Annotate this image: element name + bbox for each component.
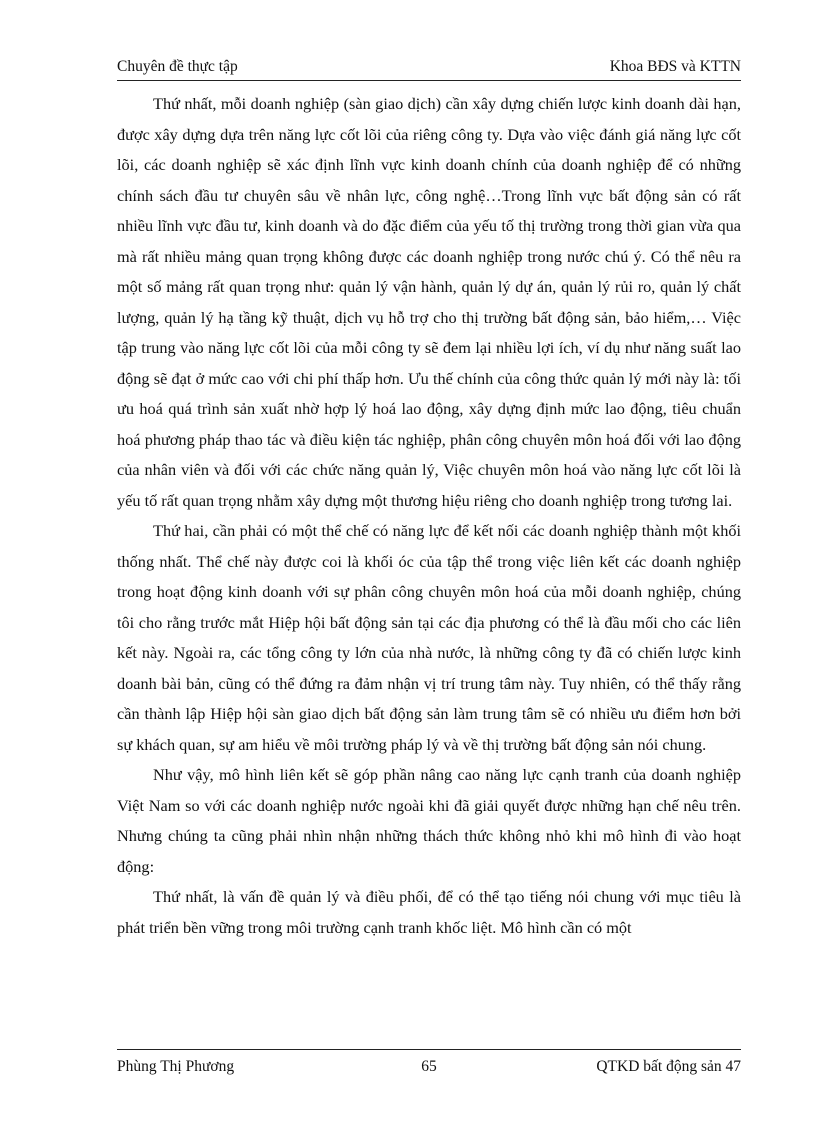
footer-class: QTKD bất động sản 47 — [596, 1058, 741, 1075]
paragraph-1: Thứ nhất, mỗi doanh nghiệp (sàn giao dịch) cần xây dựng chiến lược kinh doanh dài hạn, được xây dựng dựa trên năng lực cốt lõi của riêng công ty. Dựa vào việc đánh giá năng lực cốt lõi, các doanh nghiệp sẽ xác định lĩnh vực kinh doanh chính của doanh nghiệp để có những chính sách đầu tư chuyên sâu về nhân lực, công nghệ…Trong lĩnh vực bất động sản có rất nhiều lĩnh vực đầu tư, kinh doanh và do đặc điểm của yếu tố thị trường trong thời gian vừa qua mà rất nhiều mảng quan trọng không được các doanh nghiệp trong nước chú ý. Có thể nêu ra một số mảng rất quan trọng như: quản lý vận hành, quản lý dự án, quản lý rủi ro, quản lý chất lượng, quản lý hạ tầng kỹ thuật, dịch vụ hỗ trợ cho thị trường bất động sản, bảo hiểm,… Việc tập trung vào năng lực cốt lõi của mỗi công ty sẽ đem lại nhiều lợi ích, ví dụ như năng suất lao động sẽ đạt ở mức cao với chi phí thấp hơn. Ưu thế chính của công thức quản lý mới này là: tối ưu hoá quá trình sản xuất nhờ hợp lý hoá lao động, xây dựng định mức lao động, tiêu chuẩn hoá phương pháp thao tác và điều kiện tác nghiệp, phân công chuyên môn hoá đối với lao động của nhân viên và đối với các chức năng quản lý, Việc chuyên môn hoá vào năng lực cốt lõi là yếu tố rất quan trọng nhằm xây dựng một thương hiệu riêng cho doanh nghiệp trong tương lai. — [117, 94, 741, 510]
body-text — [117, 89, 741, 943]
page-footer — [117, 1056, 741, 1078]
footer-divider — [117, 1049, 741, 1050]
header-report-type: Chuyên đề thực tập — [117, 58, 238, 75]
header-department: Khoa BĐS và KTTN — [609, 58, 741, 75]
header-divider — [117, 80, 741, 81]
page-header — [117, 56, 741, 78]
paragraph-4: Thứ nhất, là vấn đề quản lý và điều phối, để có thể tạo tiếng nói chung với mục tiêu là phát triển bền vững trong môi trường cạnh tranh khốc liệt. Mô hình cần có một — [117, 887, 741, 937]
paragraph-3: Như vậy, mô hình liên kết sẽ góp phần nâng cao năng lực cạnh tranh của doanh nghiệp Việt Nam so với các doanh nghiệp nước ngoài khi đã giải quyết được những hạn chế nêu trên. Nhưng chúng ta cũng phải nhìn nhận những thách thức không nhỏ khi mô hình đi vào hoạt động: — [117, 765, 741, 876]
footer-author: Phùng Thị Phương — [117, 1058, 235, 1075]
paragraph-2: Thứ hai, cần phải có một thể chế có năng lực để kết nối các doanh nghiệp thành một khối thống nhất. Thể chế này được coi là khối óc của tập thể trong việc liên kết các doanh nghiệp trong hoạt động kinh doanh với sự phân công chuyên môn hoá của mỗi doanh nghiệp, chúng tôi cho rằng trước mắt Hiệp hội bất động sản tại các địa phương có thể là đầu mối cho các liên kết này. Ngoài ra, các tổng công ty lớn của nhà nước, là những công ty đã có chiến lược kinh doanh bài bản, cũng có thể đứng ra đảm nhận vị trí trung tâm này. Tuy nhiên, có thể thấy rằng cần thành lập Hiệp hội sàn giao dịch bất động sản làm trung tâm sẽ có nhiều ưu điểm hơn bởi sự khách quan, sự am hiểu về môi trường pháp lý và về thị trường bất động sản nói chung. — [117, 521, 741, 754]
page-number: 65 — [421, 1058, 437, 1075]
